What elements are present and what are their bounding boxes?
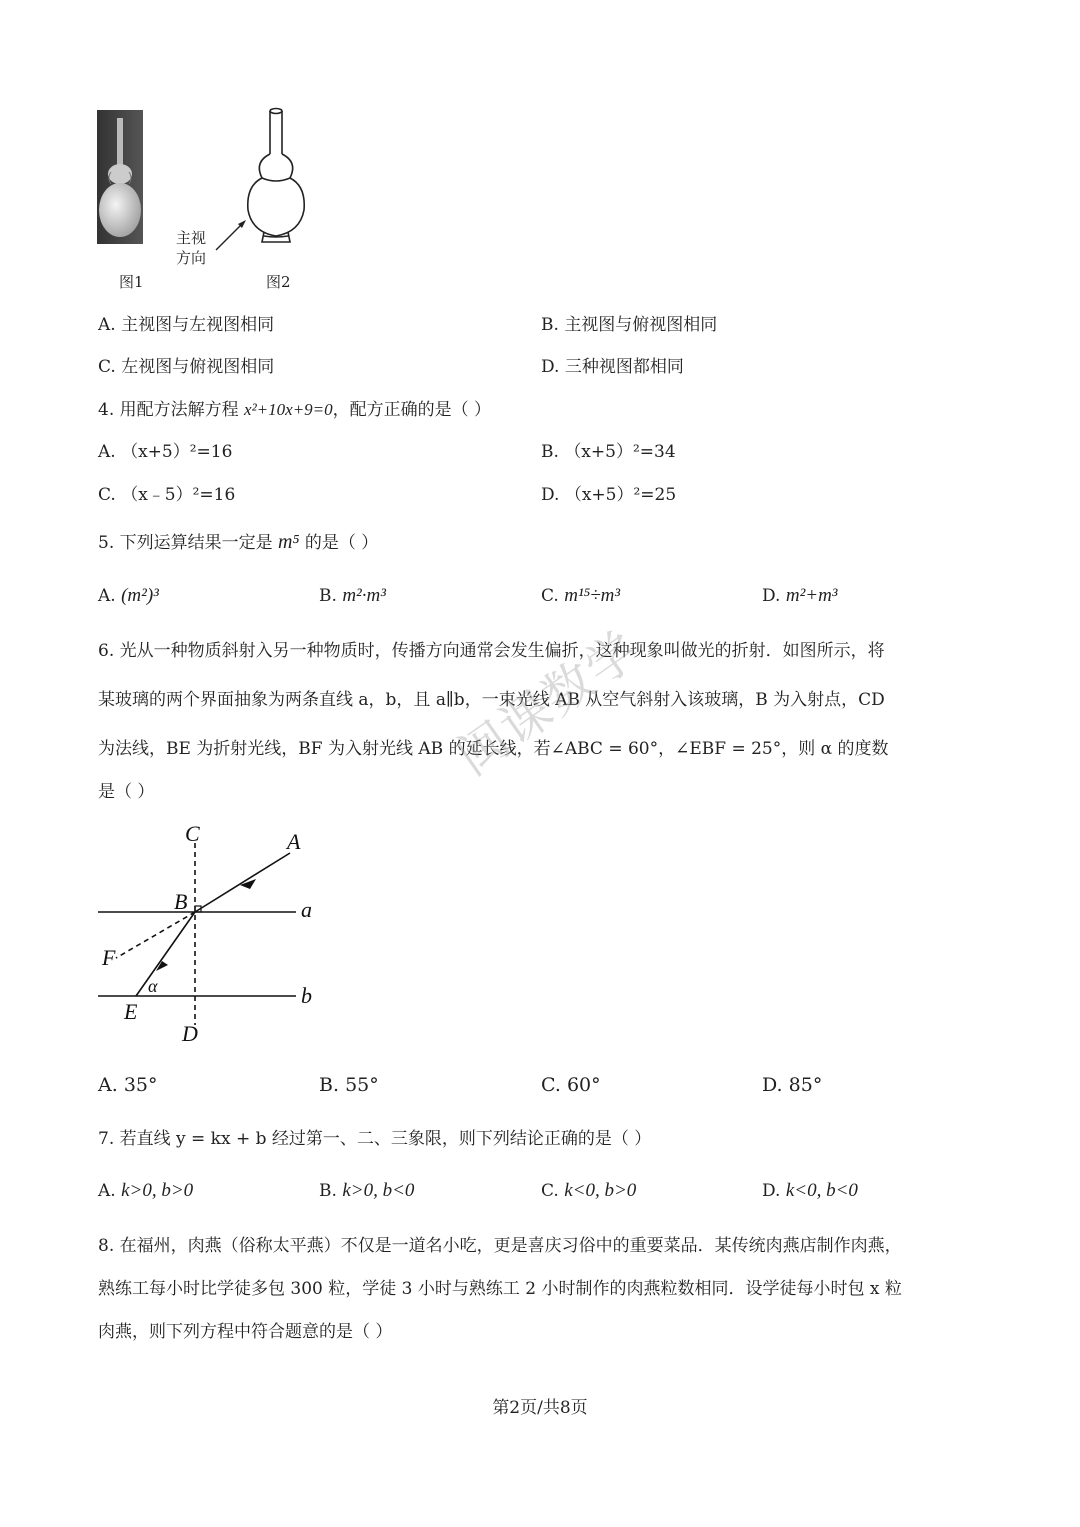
view-label-2: 方向 <box>176 249 207 267</box>
label-b-line: b <box>301 983 312 1008</box>
q5-stem: 5. 下列运算结果一定是 m⁵ 的是（ ） <box>98 531 379 553</box>
figure-1-caption: 图1 <box>119 273 144 291</box>
q4-option-a: A. （x+5）²=16 <box>98 442 233 462</box>
q8-line-1: 8. 在福州，肉燕（俗称太平燕）不仅是一道名小吃，更是喜庆习俗中的重要菜品．某传统肉燕店制作肉燕， <box>98 1236 902 1256</box>
q6-line-1: 6. 光从一种物质斜射入另一种物质时，传播方向通常会发生偏折，这种现象叫做光的折射．如图所示，将 <box>98 641 885 661</box>
q8-line-2: 熟练工每小时比学徒多包 300 粒，学徒 3 小时与熟练工 2 小时制作的肉燕粒数相同．设学徒每小时包 x 粒 <box>98 1279 902 1299</box>
q3-option-b: B. 主视图与俯视图相同 <box>541 315 718 335</box>
label-d: D <box>182 1021 198 1046</box>
ray-bf <box>116 912 195 958</box>
view-direction-arrow <box>212 216 252 256</box>
label-b-point: B <box>174 889 188 914</box>
vase-drawing <box>240 104 320 249</box>
q5-option-c: C. m¹⁵÷m³ <box>541 585 621 606</box>
q6-line-3: 为法线，BE 为折射光线，BF 为入射光线 AB 的延长线，若∠ABC = 60°，∠EBF = 25°，则 α 的度数 <box>98 739 889 759</box>
q4-stem: 4. 用配方法解方程 x²+10x+9=0，配方正确的是（ ） <box>98 400 492 420</box>
watermark: 闽课数学 <box>446 619 650 787</box>
q7-option-b: B. k>0, b<0 <box>319 1180 415 1201</box>
q6-option-b: B. 55° <box>319 1074 379 1096</box>
q6-line-4: 是（ ） <box>98 782 155 802</box>
label-alpha: α <box>148 976 158 996</box>
q4-option-c: C. （x﹣5）²=16 <box>98 485 236 505</box>
view-label-1: 主视 <box>176 229 207 247</box>
vase-photo <box>97 110 143 244</box>
q7-stem: 7. 若直线 y = kx + b 经过第一、二、三象限，则下列结论正确的是（ ） <box>98 1129 652 1149</box>
page-footer: 第2页/共8页 <box>492 1398 588 1418</box>
q7-option-c: C. k<0, b>0 <box>541 1180 637 1201</box>
q5-option-a: A. (m²)³ <box>98 585 159 606</box>
ray-be <box>136 912 195 996</box>
q7-option-a: A. k>0, b>0 <box>98 1180 194 1201</box>
q3-option-a: A. 主视图与左视图相同 <box>98 315 275 335</box>
q4-option-d: D. （x+5）²=25 <box>541 485 677 505</box>
refraction-diagram <box>90 815 330 1055</box>
ray-ab <box>195 853 290 912</box>
label-e: E <box>124 999 138 1024</box>
q6-option-c: C. 60° <box>541 1074 601 1096</box>
label-c: C <box>185 821 200 846</box>
q5-option-b: B. m²·m³ <box>319 585 386 606</box>
figure-2-caption: 图2 <box>266 273 291 291</box>
label-a-point: A <box>287 829 301 854</box>
q8-line-3: 肉燕，则下列方程中符合题意的是（ ） <box>98 1322 393 1342</box>
q5-option-d: D. m²+m³ <box>762 585 838 606</box>
q6-option-a: A. 35° <box>98 1074 158 1096</box>
q3-option-d: D. 三种视图都相同 <box>541 357 684 377</box>
q3-option-c: C. 左视图与俯视图相同 <box>98 357 275 377</box>
label-f: F <box>102 945 116 970</box>
q6-line-2: 某玻璃的两个界面抽象为两条直线 a，b，且 a∥b，一束光线 AB 从空气斜射入该玻璃，B 为入射点，CD <box>98 690 885 710</box>
q7-option-d: D. k<0, b<0 <box>762 1180 858 1201</box>
q4-option-b: B. （x+5）²=34 <box>541 442 676 462</box>
q6-option-d: D. 85° <box>762 1074 823 1096</box>
label-a-line: a <box>301 897 312 922</box>
